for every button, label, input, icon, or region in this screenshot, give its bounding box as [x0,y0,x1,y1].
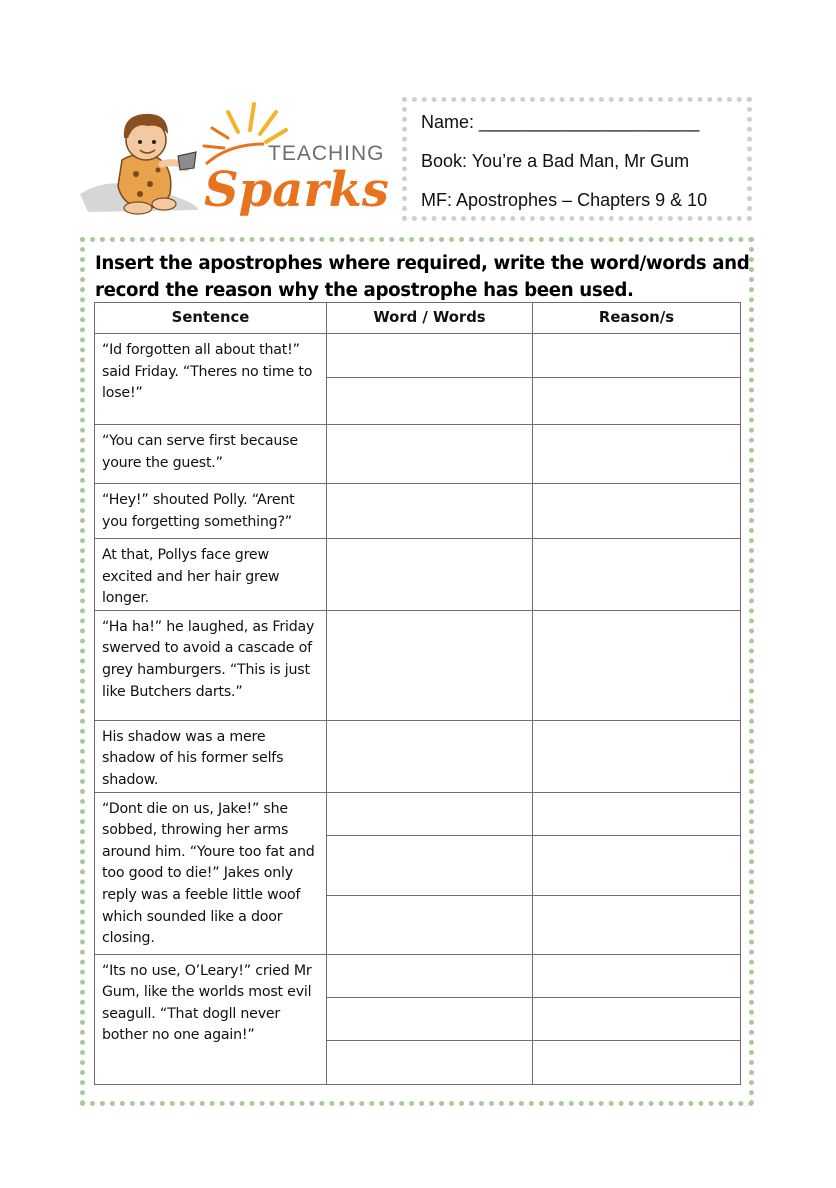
sentence-cell: “Id forgotten all about that!” said Friday. “Theres no time to lose!” [95,334,327,425]
word-answer-cell[interactable] [327,954,533,997]
table-header-row [95,303,741,334]
instructions [95,250,750,304]
reason-answer-cell[interactable] [533,484,741,539]
teaching-sparks-logo [78,98,390,218]
header-reasons: Reason/s [533,303,741,334]
word-answer-cell[interactable] [327,334,533,378]
logo-word-teaching: TEACHING [268,142,385,165]
reason-answer-cell[interactable] [533,835,741,895]
instructions-line-1: Insert the apostrophes where required, write the word/words and [95,253,750,274]
reason-answer-cell[interactable] [533,425,741,484]
word-answer-cell[interactable] [327,378,533,425]
sentence-cell: His shadow was a mere shadow of his former selfs shadow. [95,720,327,792]
word-answer-cell[interactable] [327,484,533,539]
word-answer-cell[interactable] [327,835,533,895]
word-answer-cell[interactable] [327,997,533,1040]
sentence-cell: “Its no use, O’Leary!” cried Mr Gum, like the worlds most evil seagull. “That dogll never bother no one again!” [95,954,327,1084]
reason-answer-cell[interactable] [533,1040,741,1084]
reason-answer-cell[interactable] [533,997,741,1040]
reason-answer-cell[interactable] [533,954,741,997]
reason-answer-cell[interactable] [533,539,741,611]
table-row [95,539,741,611]
word-answer-cell[interactable] [327,1040,533,1084]
word-answer-cell[interactable] [327,610,533,720]
instructions-line-2: record the reason why the apostrophe has been used. [95,280,634,301]
reason-answer-cell[interactable] [533,792,741,835]
apostrophe-table [94,302,741,1085]
table-row [95,792,741,835]
sentence-cell: “Hey!” shouted Polly. “Arent you forgetting something?” [95,484,327,539]
word-answer-cell[interactable] [327,720,533,792]
table-row [95,334,741,378]
reason-answer-cell[interactable] [533,610,741,720]
table-row [95,954,741,997]
sentence-cell: “Dont die on us, Jake!” she sobbed, throwing her arms around him. “Youre too fat and too good to die!” Jakes only reply was a feeble little woof which sounded like a door closing. [95,792,327,954]
table-row [95,610,741,720]
reason-answer-cell[interactable] [533,720,741,792]
name-field[interactable]: Name: ______________________ [421,112,700,132]
caveman-mascot-icon [78,98,390,218]
table-row [95,720,741,792]
sentence-cell: At that, Pollys face grew excited and her hair grew longer. [95,539,327,611]
sentence-cell: “Ha ha!” he laughed, as Friday swerved to avoid a cascade of grey hamburgers. “This is just like Butchers darts.” [95,610,327,720]
word-answer-cell[interactable] [327,792,533,835]
mf-topic: MF: Apostrophes – Chapters 9 & 10 [421,190,708,210]
table-row [95,425,741,484]
table-row [95,484,741,539]
reason-answer-cell[interactable] [533,895,741,954]
header-word-words: Word / Words [327,303,533,334]
sentence-cell: “You can serve first because youre the guest.” [95,425,327,484]
reason-answer-cell[interactable] [533,334,741,378]
word-answer-cell[interactable] [327,539,533,611]
book-title: Book: You’re a Bad Man, Mr Gum [421,151,690,171]
header-sentence: Sentence [95,303,327,334]
info-box [402,97,752,221]
reason-answer-cell[interactable] [533,378,741,425]
word-answer-cell[interactable] [327,895,533,954]
word-answer-cell[interactable] [327,425,533,484]
logo-word-sparks: Sparks [204,162,389,218]
